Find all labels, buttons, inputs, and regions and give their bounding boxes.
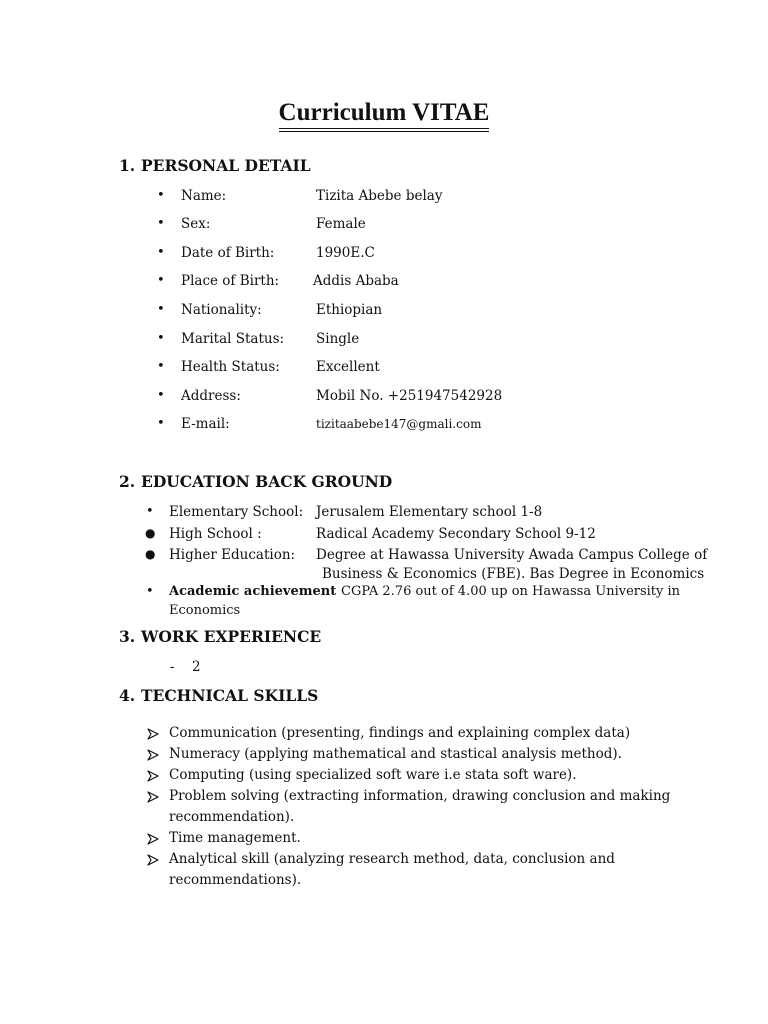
arrow-bullet-icon xyxy=(147,833,159,845)
bullet-icon: • xyxy=(157,188,165,203)
bullet-icon: • xyxy=(157,331,165,346)
skill-item-continuation: recommendation). xyxy=(169,809,295,825)
field-value: Business & Economics (FBE). Bas Degree in Economics xyxy=(322,566,705,582)
field-label: Address: xyxy=(181,388,241,404)
field-value: 2 xyxy=(192,659,201,675)
field-label: Place of Birth: xyxy=(181,273,280,289)
bullet-icon: • xyxy=(157,302,165,317)
field-label: High School : xyxy=(169,526,262,542)
field-value: Radical Academy Secondary School 9-12 xyxy=(316,526,596,542)
field-value: Ethiopian xyxy=(316,302,383,318)
field-value: Female xyxy=(316,216,366,232)
skill-item: Analytical skill (analyzing research method, data, conclusion and xyxy=(169,851,615,867)
bullet-icon: • xyxy=(157,416,165,431)
field-value: Mobil No. +251947542928 xyxy=(316,388,503,404)
field-label: Elementary School: xyxy=(169,504,304,520)
arrow-bullet-icon xyxy=(147,770,159,782)
field-value: Single xyxy=(316,331,360,347)
field-label: E-mail: xyxy=(181,416,230,432)
field-label: Nationality: xyxy=(181,302,262,318)
field-label: Marital Status: xyxy=(181,331,285,347)
skill-item: Problem solving (extracting information, drawing conclusion and making xyxy=(169,788,671,804)
field-value: Economics xyxy=(169,603,241,618)
bullet-icon: • xyxy=(146,504,154,519)
email-value: tizitaabebe147@gmali.com xyxy=(316,417,482,431)
bullet-icon: ● xyxy=(145,526,156,540)
section-heading-work: 3. WORK EXPERIENCE xyxy=(119,627,322,646)
field-value: CGPA 2.76 out of 4.00 up on Hawassa University in xyxy=(341,584,681,599)
bullet-icon: • xyxy=(157,359,165,374)
field-value: Jerusalem Elementary school 1-8 xyxy=(316,504,543,520)
skill-item: Time management. xyxy=(169,830,301,846)
bullet-icon: • xyxy=(146,584,154,599)
field-value: 1990E.C xyxy=(316,245,375,261)
arrow-bullet-icon xyxy=(147,791,159,803)
section-heading-personal: 1. PERSONAL DETAIL xyxy=(119,156,311,175)
field-label: Sex: xyxy=(181,216,211,232)
arrow-bullet-icon xyxy=(147,854,159,866)
arrow-bullet-icon xyxy=(147,728,159,740)
field-value: Tizita Abebe belay xyxy=(316,188,443,204)
field-value: Addis Ababa xyxy=(313,273,399,289)
field-label: Higher Education: xyxy=(169,547,296,563)
field-label: Health Status: xyxy=(181,359,280,375)
skill-item-continuation: recommendations). xyxy=(169,872,302,888)
arrow-bullet-icon xyxy=(147,749,159,761)
bullet-icon: • xyxy=(157,216,165,231)
skill-item: Computing (using specialized soft ware i.e stata soft ware). xyxy=(169,767,577,783)
field-value: Degree at Hawassa University Awada Campus College of xyxy=(316,547,708,563)
skill-item: Numeracy (applying mathematical and stastical analysis method). xyxy=(169,746,622,762)
document-title: Curriculum VITAE xyxy=(0,98,768,132)
section-heading-skills: 4. TECHNICAL SKILLS xyxy=(119,686,319,705)
section-heading-education: 2. EDUCATION BACK GROUND xyxy=(119,472,393,491)
field-label: Date of Birth: xyxy=(181,245,275,261)
bullet-icon: • xyxy=(157,273,165,288)
bullet-icon: ● xyxy=(145,547,156,561)
field-label: Name: xyxy=(181,188,227,204)
field-label: Academic achievement xyxy=(169,584,337,599)
bullet-icon: • xyxy=(157,245,165,260)
field-value: Excellent xyxy=(316,359,380,375)
skill-item: Communication (presenting, findings and explaining complex data) xyxy=(169,725,631,741)
dash-marker: - xyxy=(170,659,175,675)
bullet-icon: • xyxy=(157,388,165,403)
